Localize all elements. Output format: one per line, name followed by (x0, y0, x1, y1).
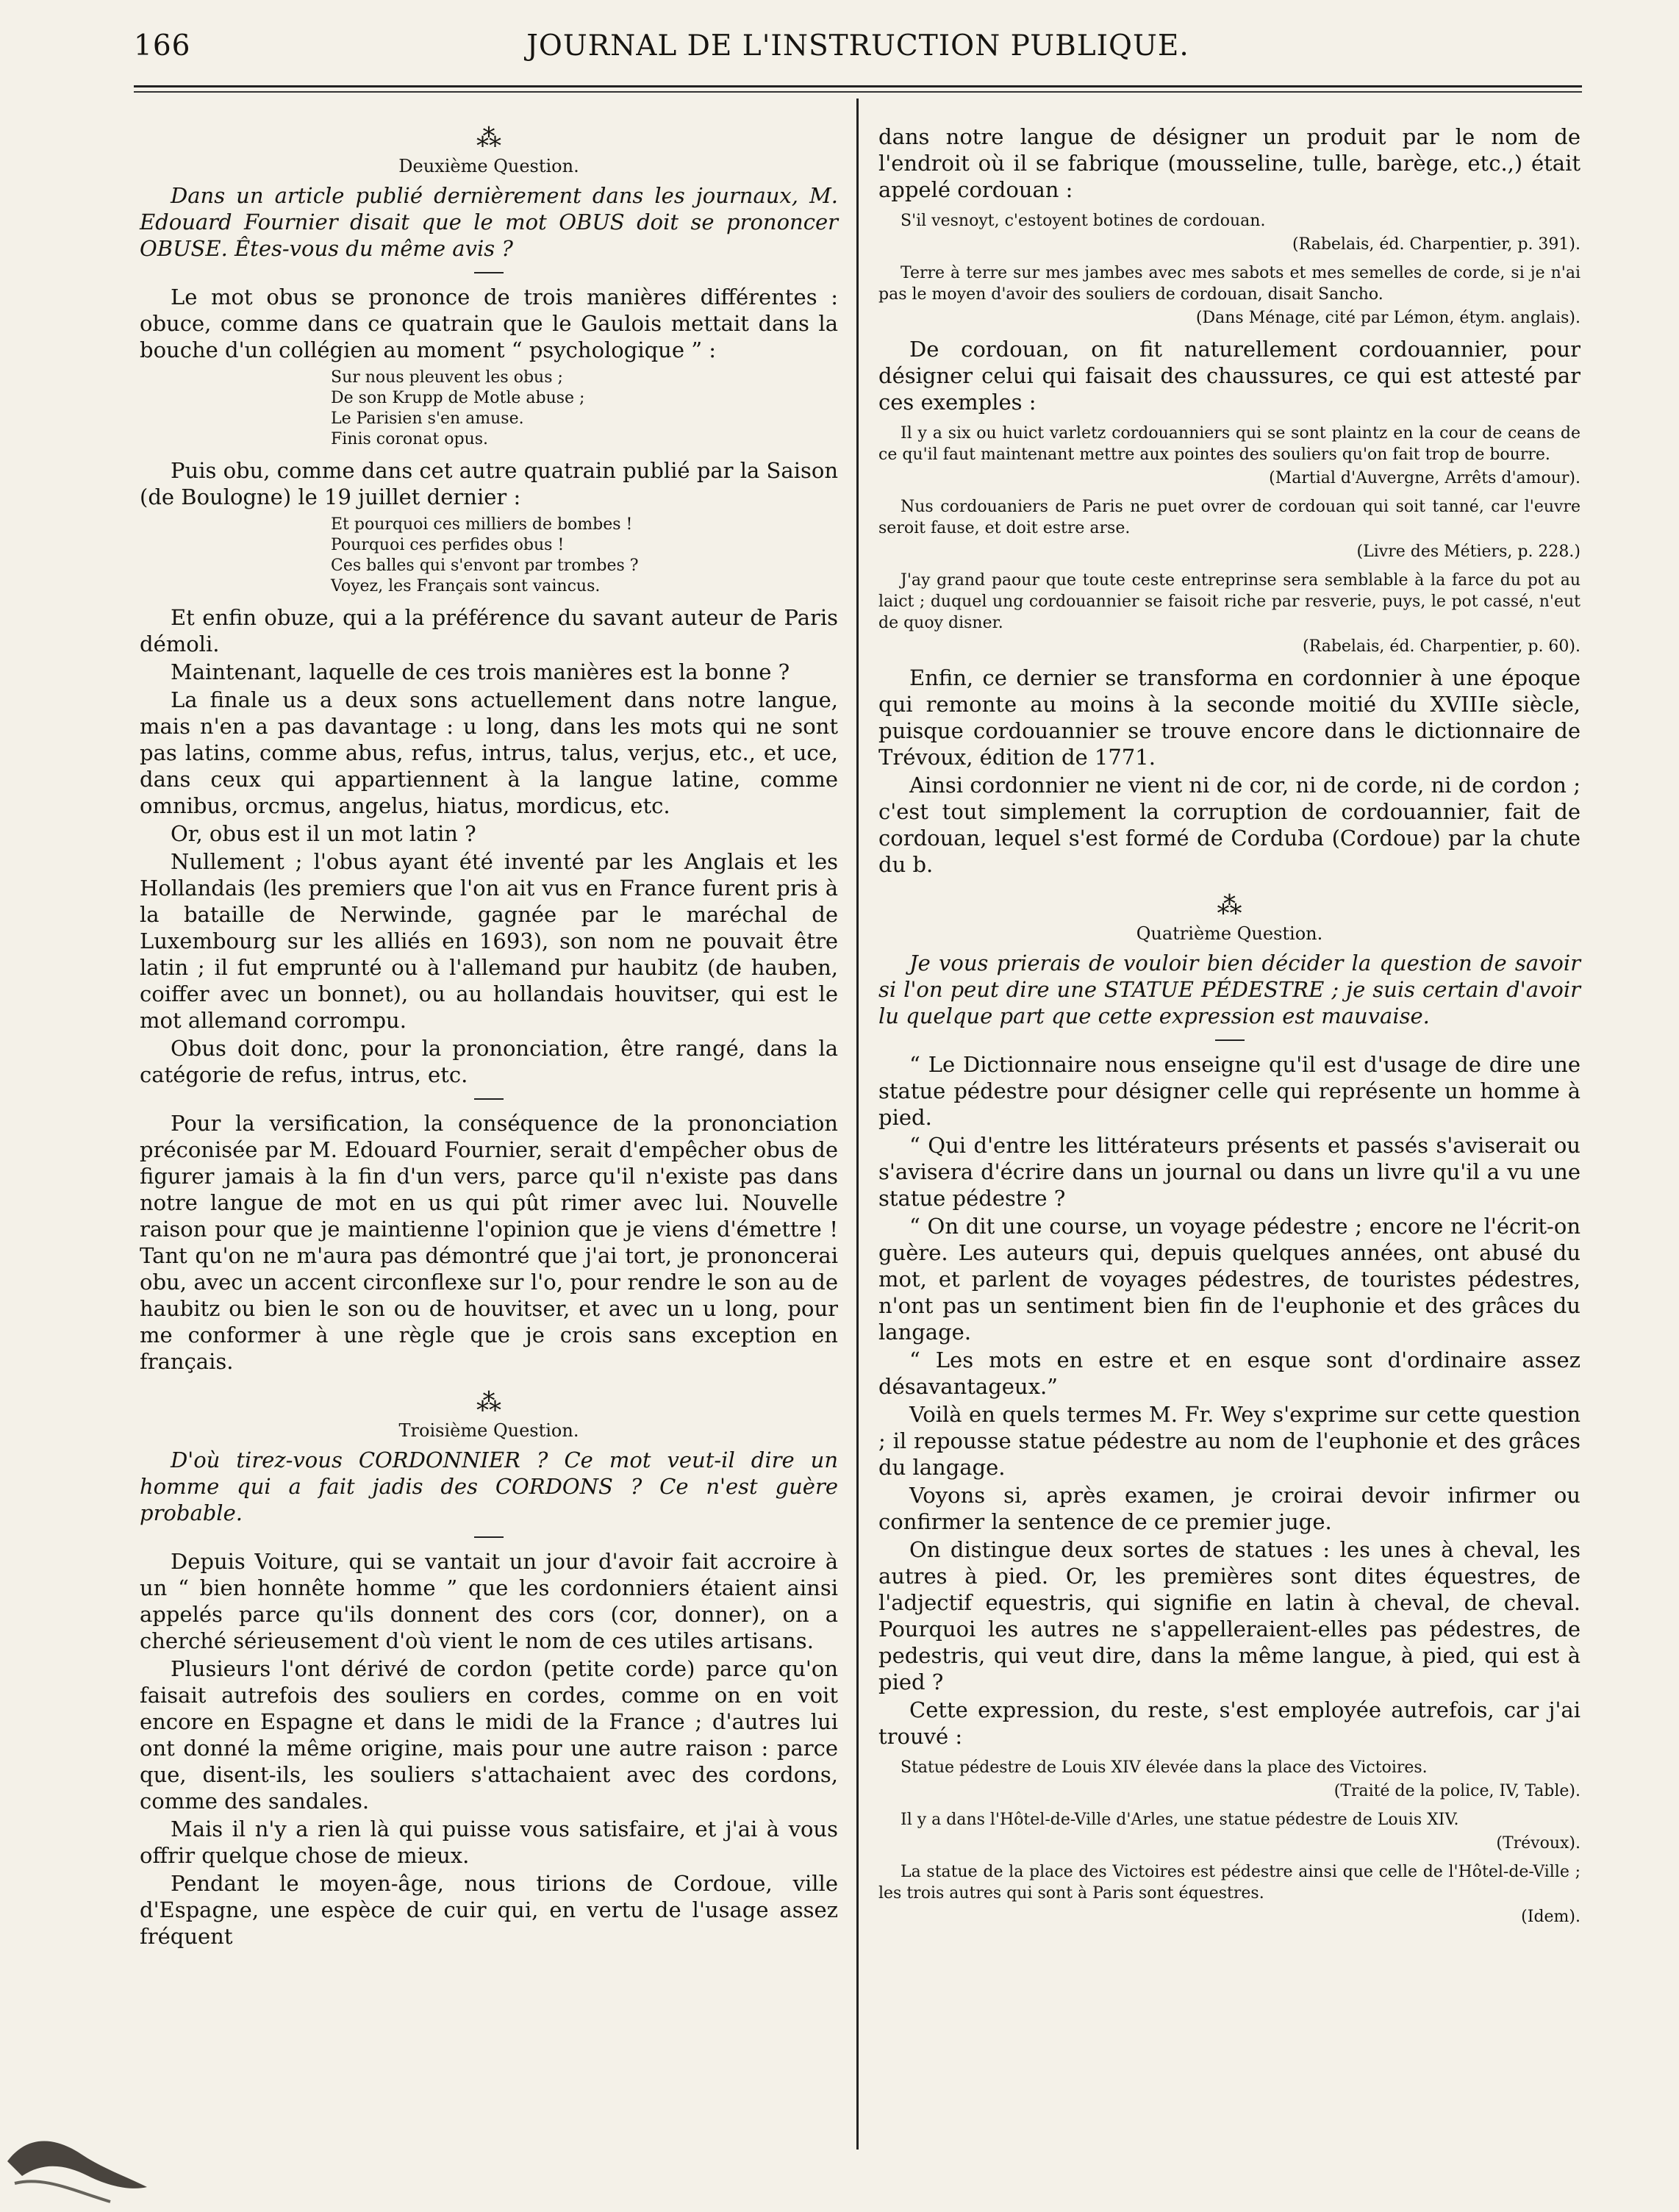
right-column (878, 124, 1580, 1935)
paragraph: Voyons si, après examen, je croirai devoir infirmer ou confirmer la sentence de ce premier juge. (878, 1483, 1580, 1534)
paragraph: “ Le Dictionnaire nous enseigne qu'il est d'usage de dire une statue pédestre pour désigner celle qui représente un homme à pied. (878, 1052, 1580, 1130)
block-quote: Nus cordouaniers de Paris ne puet ovrer de cordouan qui soit tanné, car l'euvre seroit fause, et doit estre arse. (878, 498, 1580, 537)
page-number: 166 (134, 29, 191, 62)
question-text: D'où tirez-vous CORDONNIER ? Ce mot veut-il dire un homme qui a fait jadis des CORDONS ? Ce n'est guère probable. (140, 1447, 838, 1525)
paragraph: Le mot obus se prononce de trois manières différentes : obuce, comme dans ce quatrain que le Gaulois mettait dans la bouche d'un collégien au moment “ psychologique ” : (140, 284, 838, 362)
header-rule-thin (134, 91, 1582, 93)
paragraph: De cordouan, on fit naturellement cordouannier, pour désigner celui qui faisait des chaussures, ce qui est attesté par ces exemples : (878, 337, 1580, 415)
paragraph: Et enfin obuze, qui a la préférence du savant auteur de Paris démoli. (140, 605, 838, 656)
page-header (134, 29, 1582, 66)
paragraph: “ Qui d'entre les littérateurs présents et passés s'aviserait ou s'avisera d'écrire dans un journal ou dans un livre qu'il a vu une statue pédestre ? (878, 1133, 1580, 1211)
paragraph: “ Les mots en estre et en esque sont d'ordinaire assez désavantageux.” (878, 1347, 1580, 1399)
paragraph: On distingue deux sortes de statues : les unes à cheval, les autres à pied. Or, les premières sont dites équestres, de l'adjectif equestris, qui signifie en latin à cheval, de cheval. Pourquoi les autres ne s'appelleraient-elles pas pédestres, de pedestris, qui veut dire, dans la même langue, à pied, qui est à pied ? (878, 1537, 1580, 1694)
question-heading: Deuxième Question. (398, 156, 579, 176)
paragraph: Voilà en quels termes M. Fr. Wey s'exprime sur cette question ; il repousse statue pédestre au nom de l'euphonie et des grâces du langage. (878, 1402, 1580, 1480)
left-column (140, 110, 838, 1951)
verse-line: Sur nous pleuvent les obus ; (331, 368, 563, 387)
paragraph: Puis obu, comme dans cet autre quatrain publié par la Saison (de Boulogne) le 19 juillet dernier : (140, 458, 838, 509)
citation: (Traité de la police, IV, Table). (1333, 1782, 1580, 1800)
paragraph: “ On dit une course, un voyage pédestre ; encore ne l'écrit-on guère. Les auteurs qui, depuis quelques années, ont abusé du mot, et parlent de voyages pédestres, de touristes pédestres, n'ont pas un sentiment bien fin de l'euphonie et des grâces du langage. (878, 1214, 1580, 1345)
separator-dash (474, 1536, 504, 1538)
separator-dash (474, 1098, 504, 1100)
paragraph: Obus doit donc, pour la prononciation, être rangé, dans la catégorie de refus, intrus, etc. (140, 1036, 838, 1087)
paragraph: Cette expression, du reste, s'est employée autrefois, car j'ai trouvé : (878, 1697, 1580, 1749)
separator-dash (474, 272, 504, 273)
library-stamp-mark (0, 2117, 176, 2212)
citation: (Martial d'Auvergne, Arrêts d'amour). (1269, 469, 1580, 487)
paragraph: dans notre langue de désigner un produit par le nom de l'endroit où il se fabrique (mousseline, tulle, barège, etc.,) était appelé cordouan : (878, 124, 1580, 202)
separator-dash (1215, 1039, 1245, 1041)
paragraph: Pour la versification, la conséquence de la prononciation préconisée par M. Edouard Fournier, serait d'empêcher obus de figurer jamais à la fin d'un vers, parce qu'il n'existe pas dans notre langue de mot en us qui pût rimer avec lui. Nouvelle raison pour que je maintienne l'opinion que je viens d'émettre ! Tant qu'on ne m'aura pas démontré que j'ai tort, je prononcerai obu, avec un accent circonflexe sur l'o, pour rendre le son au de haubitz ou bien le son ou de houvitser, et avec un u long, pour me conformer à une règle que je crois sans exception en français. (140, 1111, 838, 1374)
paragraph: Plusieurs l'ont dérivé de cordon (petite corde) parce qu'on faisait autrefois des souliers en cordes, comme on en voit encore en Espagne et dans le midi de la France ; d'autres lui ont donné la même origine, mais pour une autre raison : parce que, disent-ils, les souliers s'attachaient avec des cordons, comme des sandales. (140, 1656, 838, 1814)
verse-line: Pourquoi ces perfides obus ! (331, 536, 565, 554)
verse-line: Finis coronat opus. (331, 430, 489, 448)
citation: (Rabelais, éd. Charpentier, p. 391). (1292, 235, 1580, 254)
verse-quatrain (331, 515, 838, 597)
block-quote: S'il vesnoyt, c'estoyent botines de cordouan. (901, 212, 1266, 230)
paragraph: Ainsi cordonnier ne vient ni de cor, ni de corde, ni de cordon ; c'est tout simplement la corruption de cordouannier, fait de cordouan, lequel s'est formé de Corduba (Cordoue) par la chute du b. (878, 773, 1580, 877)
block-quote: Il y a dans l'Hôtel-de-Ville d'Arles, une statue pédestre de Louis XIV. (901, 1811, 1459, 1829)
journal-title: JOURNAL DE L'INSTRUCTION PUBLIQUE. (526, 29, 1189, 62)
header-rule (134, 85, 1582, 87)
section-stars: ⁂ (476, 1388, 501, 1417)
citation: (Dans Ménage, cité par Lémon, étym. anglais). (1195, 309, 1580, 327)
question-heading: Quatrième Question. (1136, 923, 1323, 944)
verse-quatrain (331, 368, 838, 450)
verse-line: Et pourquoi ces milliers de bombes ! (331, 515, 633, 534)
block-quote: J'ay grand paour que toute ceste entreprinse sera semblable à la farce du pot au laict ; duquel ung cordouannier se faisoit riche par resverie, puys, le pot cassé, n'eut de quoy disner. (878, 571, 1580, 632)
block-quote: La statue de la place des Victoires est pédestre ainsi que celle de l'Hôtel-de-Ville ; les trois autres qui sont à Paris sont équestres. (878, 1863, 1580, 1903)
paragraph: Or, obus est il un mot latin ? (171, 821, 476, 846)
citation: (Rabelais, éd. Charpentier, p. 60). (1303, 637, 1580, 656)
block-quote: Statue pédestre de Louis XIV élevée dans la place des Victoires. (901, 1758, 1428, 1777)
section-stars: ⁂ (476, 124, 501, 153)
paragraph: Pendant le moyen-âge, nous tirions de Cordoue, ville d'Espagne, une espèce de cuir qui, en vertu de l'usage assez fréquent (140, 1871, 838, 1949)
verse-line: De son Krupp de Motle abuse ; (331, 389, 585, 407)
column-divider (856, 99, 859, 2150)
citation: (Livre des Métiers, p. 228.) (1356, 543, 1580, 561)
paragraph: La finale us a deux sons actuellement dans notre langue, mais n'en a pas davantage : u long, dans les mots qui ne sont pas latins, comme abus, refus, intrus, talus, verjus, etc., et uce, dans ceux qui appartiennent à la langue latine, comme omnibus, orcmus, angelus, hiatus, mordicus, etc. (140, 687, 838, 818)
citation: (Idem). (1521, 1908, 1580, 1926)
verse-line: Ces balles qui s'envont par trombes ? (331, 556, 639, 575)
question-text: Je vous prierais de vouloir bien décider la question de savoir si l'on peut dire une STATUE PÉDESTRE ; je suis certain d'avoir lu quelque part que cette expression est mauvaise. (878, 951, 1580, 1028)
block-quote: Il y a six ou huict varletz cordouanniers qui se sont plaintz en la cour de ceans de ce qu'il faut maintenant mettre aux pointes des souliers qu'on fait trop de bourre. (878, 424, 1580, 464)
block-quote: Terre à terre sur mes jambes avec mes sabots et mes semelles de corde, si je n'ai pas le moyen d'avoir des souliers de cordouan, disait Sancho. (878, 264, 1580, 304)
verse-line: Voyez, les Français sont vaincus. (331, 577, 601, 595)
question-heading: Troisième Question. (398, 1420, 579, 1441)
paragraph: Nullement ; l'obus ayant été inventé par les Anglais et les Hollandais (les premiers que l'on ait vus en France furent pris à la bataille de Nerwinde, gagnée par le maréchal de Luxembourg sur les alliés en 1693), son nom ne pouvait être latin ; il fut emprunté ou à l'allemand pur haubitz (de hauben, coiffer avec un bonnet), ou au hollandais houvitser, qui est le mot allemand corrompu. (140, 849, 838, 1033)
verse-line: Le Parisien s'en amuse. (331, 409, 524, 428)
citation: (Trévoux). (1496, 1834, 1580, 1853)
section-stars: ⁂ (1217, 891, 1242, 920)
paragraph: Mais il n'y a rien là qui puisse vous satisfaire, et j'ai à vous offrir quelque chose de mieux. (140, 1817, 838, 1868)
paragraph: Depuis Voiture, qui se vantait un jour d'avoir fait accroire à un “ bien honnête homme ” que les cordonniers étaient ainsi appelés parce qu'ils donnent des cors (cor, donner), on a cherché sérieusement d'où vient le nom de ces utiles artisans. (140, 1549, 838, 1653)
paragraph: Enfin, ce dernier se transforma en cordonnier à une époque qui remonte au moins à la seconde moitié du XVIIIe siècle, puisque cordouannier se trouve encore dans le dictionnaire de Trévoux, édition de 1771. (878, 665, 1580, 770)
paragraph: Maintenant, laquelle de ces trois manières est la bonne ? (171, 659, 790, 684)
question-text: Dans un article publié dernièrement dans les journaux, M. Edouard Fournier disait que le mot OBUS doit se prononcer OBUSE. Êtes-vous du même avis ? (140, 183, 838, 261)
